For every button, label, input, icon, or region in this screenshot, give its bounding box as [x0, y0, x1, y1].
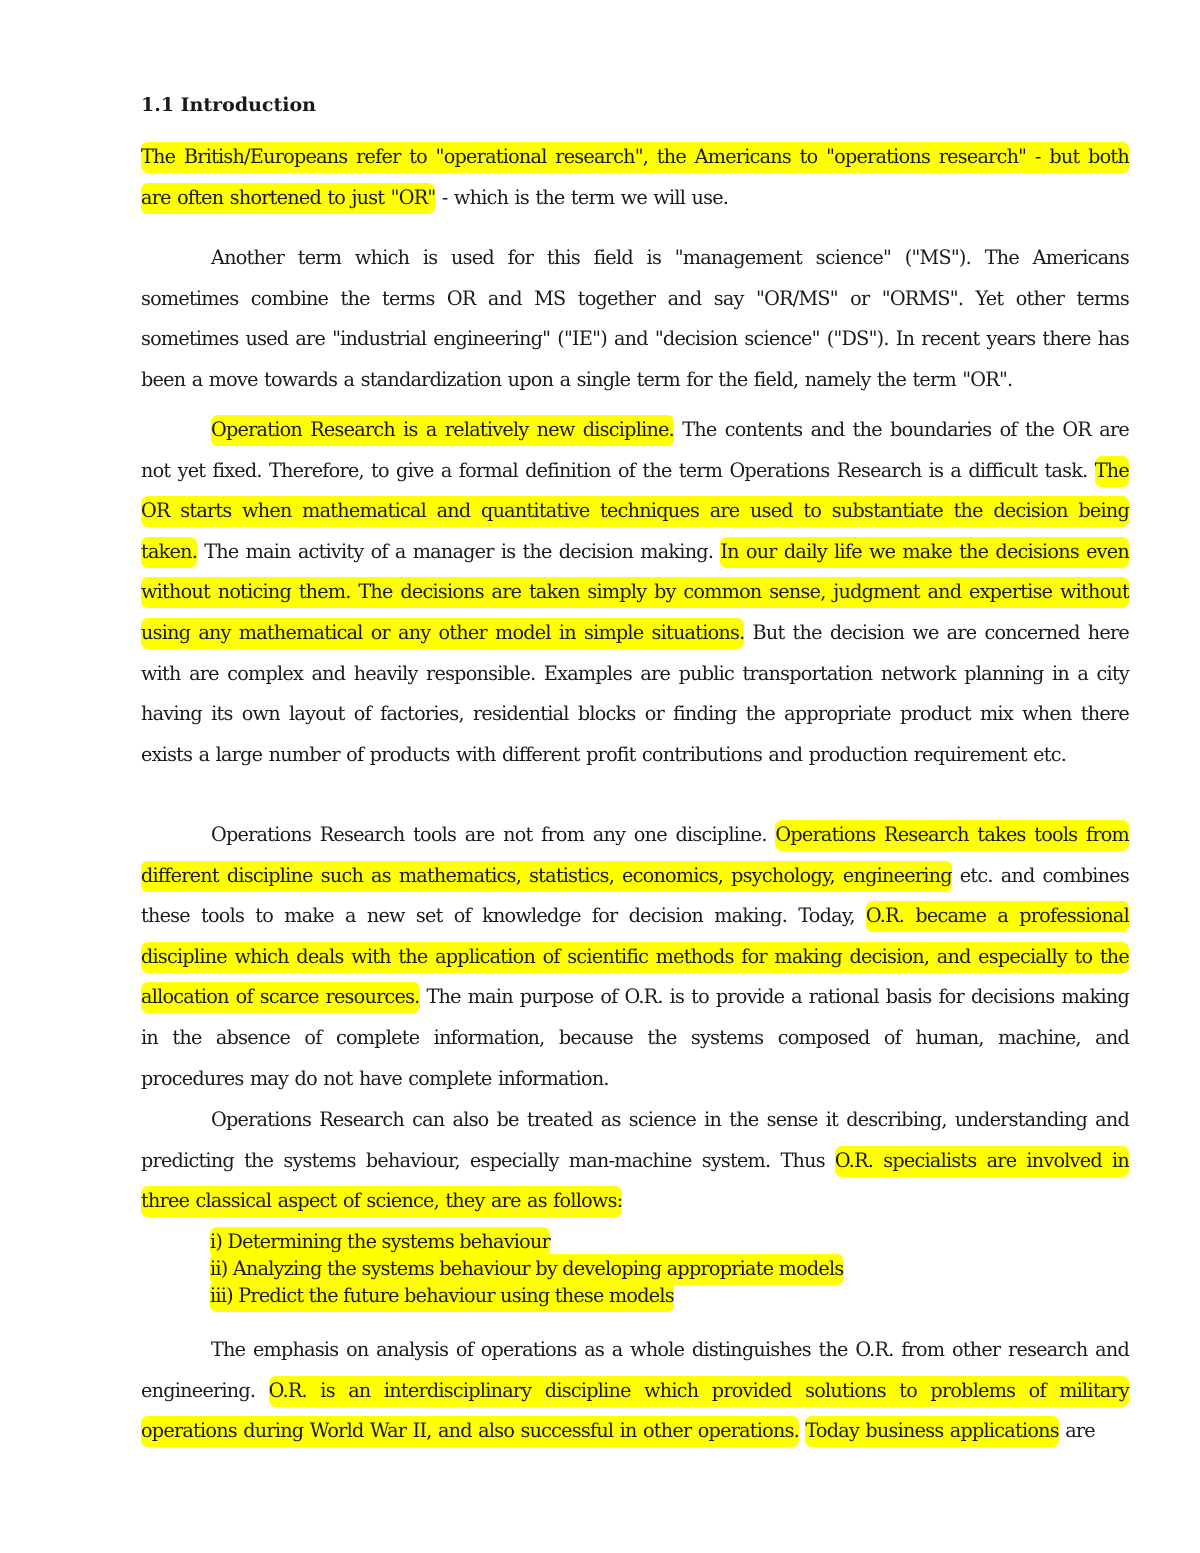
highlighted-text: O.R. is an interdisciplinary discipline which provided solutions to problems of military operations during World War II, and also successful in other operations. — [141, 1376, 1129, 1448]
highlighted-text: Operation Research is a relatively new discipline. — [211, 415, 674, 446]
paragraph-text: The main purpose of O.R. is to provide a rational basis for decisions making in the absence of complete information, because the systems composed of human, machine, and procedures may do not have complete information. — [141, 985, 1129, 1090]
paragraph-text: The main activity of a manager is the decision making. — [197, 539, 721, 563]
highlighted-text: O.R. became a professional discipline which deals with the application of scientific methods for making decision, and especially to the allocation of scarce resources. — [141, 901, 1129, 1013]
list-item — [210, 1228, 844, 1255]
paragraph-text: Operations Research tools are not from any one discipline. — [211, 823, 776, 846]
highlighted-text: iii) Predict the future behaviour using these models — [210, 1281, 674, 1312]
highlighted-text: The OR starts when mathematical and quantitative techniques are used to substantiate the decision being taken. — [141, 456, 1129, 568]
paragraph-2 — [141, 238, 1129, 400]
paragraph-text: - which is the term we will use. — [435, 185, 729, 209]
paragraph-3 — [141, 410, 1129, 775]
paragraph-text: Operations Research can also be treated as science in the sense it describing, understanding and predicting the systems behaviour, especially man-machine system. Thus — [141, 1108, 1129, 1172]
paragraph-text: are — [1058, 1419, 1095, 1443]
highlighted-text: Today business applications — [805, 1416, 1058, 1447]
paragraph-text: The contents and the boundaries of the OR are not yet fixed. Therefore, to give a formal definition of the term Operations Research is a difficult task. — [141, 418, 1129, 482]
paragraph-5 — [141, 1100, 1129, 1222]
highlighted-text: The British/Europeans refer to "operational research", the Americans to "operations research" - but both are often shortened to just "OR" — [141, 142, 1129, 214]
paragraph-text: The emphasis on analysis of operations as a whole distinguishes the O.R. from other research and engineering. — [141, 1338, 1129, 1402]
highlighted-text: Operations Research takes tools from different discipline such as mathematics, statistics, economics, psychology, engineering — [141, 820, 1129, 892]
highlighted-text: ii) Analyzing the systems behaviour by developing appropriate models — [210, 1254, 844, 1285]
paragraph-6 — [141, 1330, 1129, 1452]
list-item — [210, 1282, 844, 1309]
paragraph-4 — [141, 815, 1129, 1099]
paragraph-text: Another term which is used for this field is "management science" ("MS"). The Americans sometimes combine the terms OR and MS together and say "OR/MS" or "ORMS". Yet other terms sometimes used are "industrial engineering" ("IE") and "decision science" ("DS"). In recent years there has been a move towards a standardization upon a single term for the field, namely the term "OR". — [141, 246, 1129, 391]
highlighted-text: O.R. specialists are involved in three classical aspect of science, they are as follows: — [141, 1146, 1129, 1218]
list-item — [210, 1255, 844, 1282]
highlighted-text: i) Determining the systems behaviour — [210, 1227, 550, 1258]
paragraph-text: etc. and combines these tools to make a new set of knowledge for decision making. Today, — [141, 863, 1129, 928]
paragraph-text: But the decision we are concerned here with are complex and heavily responsible. Examples are public transportation network planning in a city having its own layout of factories, residential blocks or finding the appropriate product mix when there exists a large number of products with different profit contributions and production requirement etc. — [141, 620, 1129, 766]
highlighted-text: In our daily life we make the decisions even without noticing them. The decisions are taken simply by common sense, judgment and expertise without using any mathematical or any other model in simple situations. — [141, 537, 1129, 649]
section-heading: 1.1 Introduction — [141, 94, 316, 116]
aspects-list — [210, 1228, 844, 1309]
paragraph-1 — [141, 137, 1129, 218]
